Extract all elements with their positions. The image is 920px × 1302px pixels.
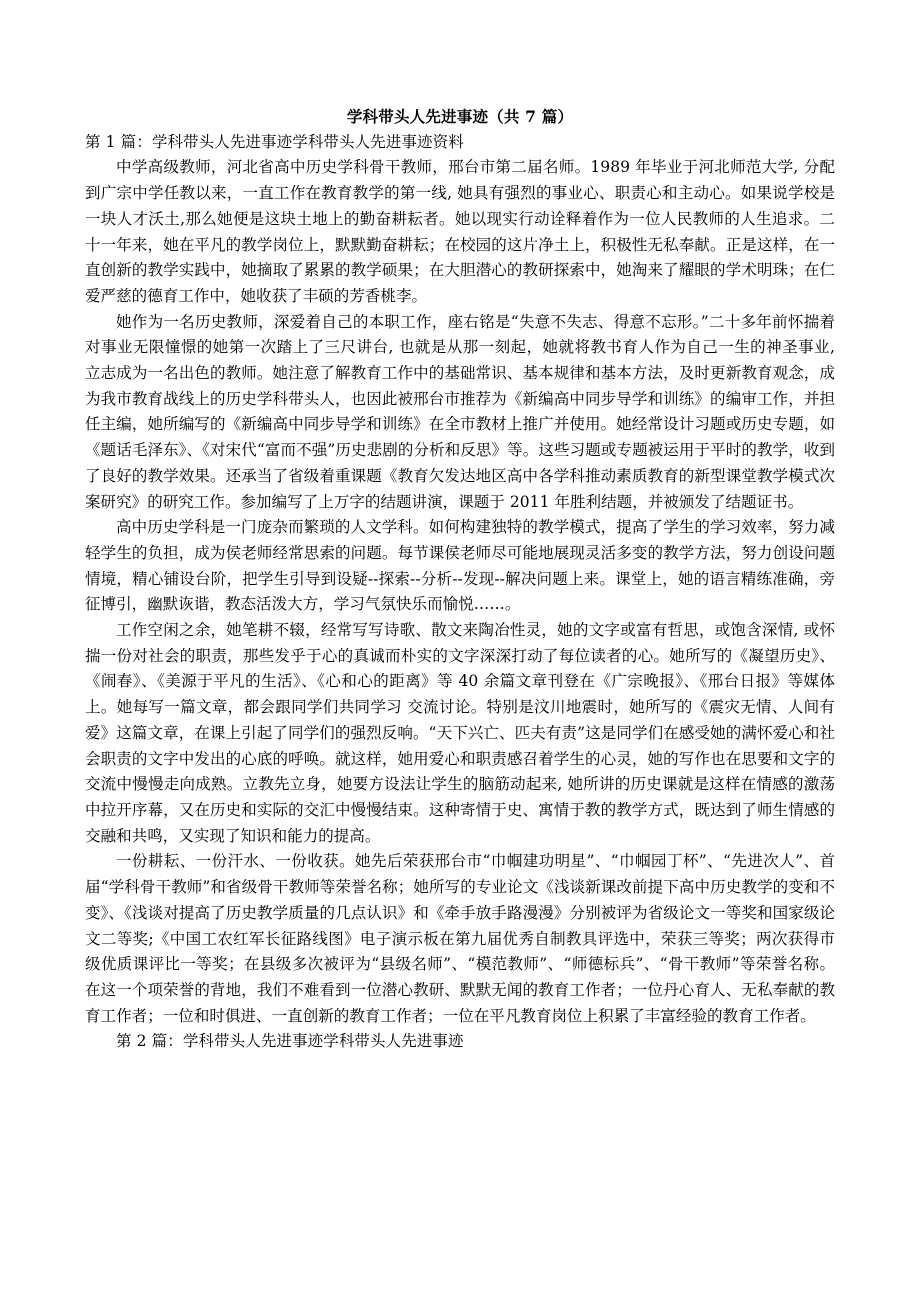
paragraph-2: 她作为一名历史教师，深爱着自己的本职工作，座右铭是“失意不失志、得意不忘形。”二十多年前怀揣着对事业无限憧憬的她第一次踏上了三尺讲台, 也就是从那一刻起，她就将教书育人作为自己一生的神圣事业, 立志成为一名出色的教师。她注意了解教育工作中的基础常识、基本规律和基本方法，及时更新教育观念，成为我市教育战线上的历史学科带头人，也因此被邢台市推荐为《新编高中同步导学和训练》的编审工作，并担任主编，她所编写的《新编高中同步导学和训练》在全市教材上推广并使用。她经常设计习题或历史专题，如《题话毛泽东》、《对宋代“富而不强”历史悲剧的分析和反思》等。这些习题或专题被运用于平时的教学，收到了良好的教学效果。还承当了省级着重课题《教育欠发达地区高中各学科推动素质教育的新型课堂教学模式次案研究》的研究工作。参加编写了上万字的结题讲演，课题于 2011 年胜利结题，并被颁发了结题证书。: [85, 312, 835, 511]
page-title: 学科带头人先进事迹（共 7 篇）: [346, 107, 574, 126]
paragraph-1: 中学高级教师，河北省高中历史学科骨干教师，邢台市第二届名师。1989 年毕业于河北师范大学, 分配到广宗中学任教以来，一直工作在教育教学的第一线, 她具有强烈的事业心、职责心和主动心。如果说学校是一块人才沃土,那么她便是这块土地上的勤奋耕耘者。她以现实行动诠释着作为一位人民教师的人生追求。二十一年来，她在平凡的教学岗位上，默默勤奋耕耘；在校园的这片净土上，积极性无私奉献。正是这样，在一直创新的教学实践中，她摘取了累累的教学硕果；在大胆潜心的教研探索中，她淘来了耀眼的学术明珠；在仁爱严慈的德育工作中，她收获了丰硕的芳香桃李。: [85, 158, 835, 305]
section-heading-2: 第 2 篇：学科带头人先进事迹学科带头人先进事迹: [116, 1032, 464, 1051]
paragraph-3: 高中历史学科是一门庞杂而繁琐的人文学科。如何构建独特的教学模式，提高了学生的学习效率，努力减轻学生的负担，成为侯老师经常思索的问题。每节课侯老师尽可能地展现灵活多变的教学方法，努力创设问题情境，精心铺设台阶，把学生引导到设疑--探索--分析--发现--解决问题上来。课堂上，她的语言精练准确，旁征博引，幽默诙谐，教态活泼大方，学习气氛快乐而愉悦……。: [85, 518, 835, 614]
section-heading-1: 第 1 篇：学科带头人先进事迹学科带头人先进事迹资料: [85, 132, 464, 151]
document-content: [85, 104, 835, 1055]
paragraph-4: 工作空闲之余，她笔耕不辍，经常写写诗歌、散文来陶冶性灵，她的文字或富有哲思，或饱含深情, 或怀揣一份对社会的职责，那些发乎于心的真诚而朴实的文字深深打动了每位读者的心。她所写的《凝望历史》、《闹春》、《美源于平凡的生活》、《心和心的距离》等 40 余篇文章刊登在《广宗晚报》、《邢台日报》等媒体上。她每写一篇文章，都会跟同学们共同学习 交流讨论。特别是汶川地震时，她所写的《震灾无情、人间有爱》这篇文章，在课上引起了同学们的强烈反响。“天下兴亡、匹夫有责”这是同学们在感受她的满怀爱心和社会职责的文字中发出的心底的呼唤。就这样，她用爱心和职责感召着学生的心灵，她的写作也在思要和文字的交流中慢慢走向成熟。立教先立身，她要方设法让学生的脑筋动起来, 她所讲的历史课就是这样在情感的激荡中拉开序幕，又在历史和实际的交汇中慢慢结束。这种寄情于史、寓情于教的教学方式，既达到了师生情感的交融和共鸣，又实现了知识和能力的提高。: [85, 621, 835, 845]
paragraph-5: 一份耕耘、一份汗水、一份收获。她先后荣获邢台市“巾帼建功明星”、“巾帼园丁杯”、“先进次人”、首届“学科骨干教师”和省级骨干教师等荣誉名称；她所写的专业论文《浅谈新课改前提下高中历史教学的变和不变》、《浅谈对提高了历史教学质量的几点认识》和《牵手放手路漫漫》分别被评为省级论文一等奖和国家级论文二等奖;《中国工农红军长征路线图》电子演示板在第九届优秀自制教具评选中，荣获三等奖；两次获得市级优质课评比一等奖；在县级多次被评为“县级名师”、“模范教师”、“师德标兵”、“骨干教师”等荣誉名称。 在这一个项荣誉的背地，我们不难看到一位潜心教研、默默无闻的教育工作者；一位丹心育人、无私奉献的教育工作者；一位和时俱进、一直创新的教育工作者；一位在平凡教育岗位上积累了丰富经验的教育工作者。: [85, 852, 835, 1025]
